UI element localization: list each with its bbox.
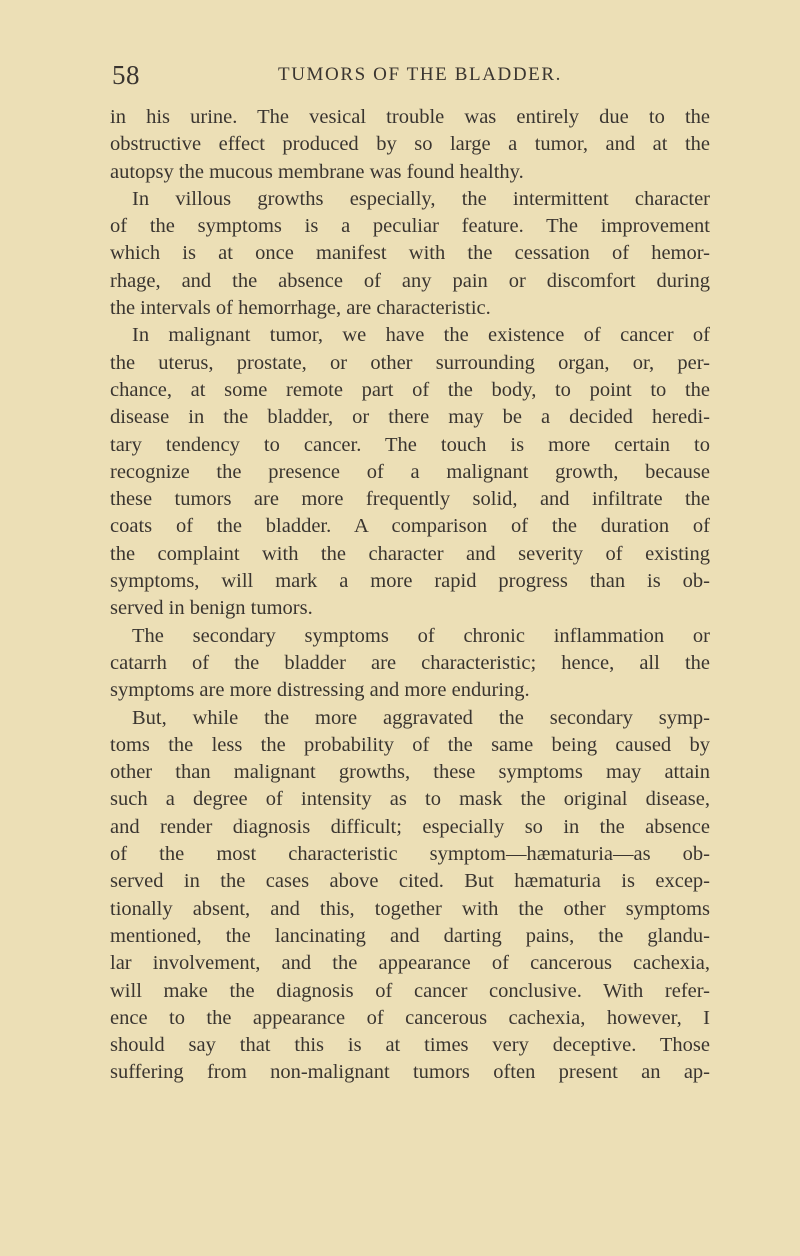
text-line: toms the less the probability of the same being caused by — [110, 733, 710, 756]
text-line: served in the cases above cited. But hæmaturia is excep- — [110, 870, 710, 893]
text-line: In malignant tumor, we have the existence of cancer of — [132, 324, 710, 347]
text-line: other than malignant growths, these symptoms may attain — [110, 761, 710, 784]
text-line: the uterus, prostate, or other surrounding organ, or, per- — [110, 351, 710, 374]
text-line: these tumors are more frequently solid, and infiltrate the — [110, 488, 710, 511]
text-line: the intervals of hemorrhage, are characteristic. — [110, 297, 491, 320]
text-line: served in benign tumors. — [110, 597, 313, 620]
text-line: in his urine. The vesical trouble was entirely due to the — [110, 106, 710, 128]
text-line: symptoms are more distressing and more enduring. — [110, 679, 530, 702]
text-line: disease in the bladder, or there may be a decided heredi- — [110, 406, 710, 429]
text-line: In villous growths especially, the intermittent character — [132, 187, 710, 210]
text-line: such a degree of intensity as to mask the original disease, — [110, 788, 710, 811]
text-line: tionally absent, and this, together with the other symptoms — [110, 897, 710, 920]
text-line: tary tendency to cancer. The touch is more certain to — [110, 433, 710, 456]
page-number: 58 — [112, 60, 140, 90]
text-line: catarrh of the bladder are characteristic; hence, all the — [110, 651, 710, 674]
text-line: chance, at some remote part of the body, to point to the — [110, 378, 710, 401]
text-line: which is at once manifest with the cessation of hemor- — [110, 242, 710, 265]
text-line: recognize the presence of a malignant growth, because — [110, 460, 710, 483]
text-line: symptoms, will mark a more rapid progress than is ob- — [110, 570, 710, 593]
text-line: suffering from non-malignant tumors often present an ap- — [110, 1061, 710, 1084]
text-line: autopsy the mucous membrane was found healthy. — [110, 160, 524, 183]
text-line: the complaint with the character and severity of existing — [110, 542, 710, 565]
body-text — [110, 104, 710, 1087]
text-line: of the symptoms is a peculiar feature. The improvement — [110, 215, 710, 238]
running-head — [0, 58, 800, 98]
text-line: rhage, and the absence of any pain or discomfort during — [110, 269, 710, 292]
text-line: lar involvement, and the appearance of cancerous cachexia, — [110, 952, 710, 975]
text-line: But, while the more aggravated the secondary symp- — [132, 706, 710, 729]
running-title: TUMORS OF THE BLADDER. — [278, 64, 562, 85]
text-line: will make the diagnosis of cancer conclusive. With refer- — [110, 979, 710, 1002]
text-line: mentioned, the lancinating and darting pains, the glandu- — [110, 924, 710, 947]
text-line: should say that this is at times very deceptive. Those — [110, 1034, 710, 1057]
text-line: of the most characteristic symptom—hæmaturia—as ob- — [110, 843, 710, 866]
text-line: obstructive effect produced by so large a tumor, and at the — [110, 133, 710, 156]
text-line: and render diagnosis difficult; especially so in the absence — [110, 815, 710, 838]
text-line: coats of the bladder. A comparison of the duration of — [110, 515, 710, 538]
text-line: ence to the appearance of cancerous cachexia, however, I — [110, 1006, 710, 1029]
text-line: The secondary symptoms of chronic inflammation or — [132, 624, 710, 647]
